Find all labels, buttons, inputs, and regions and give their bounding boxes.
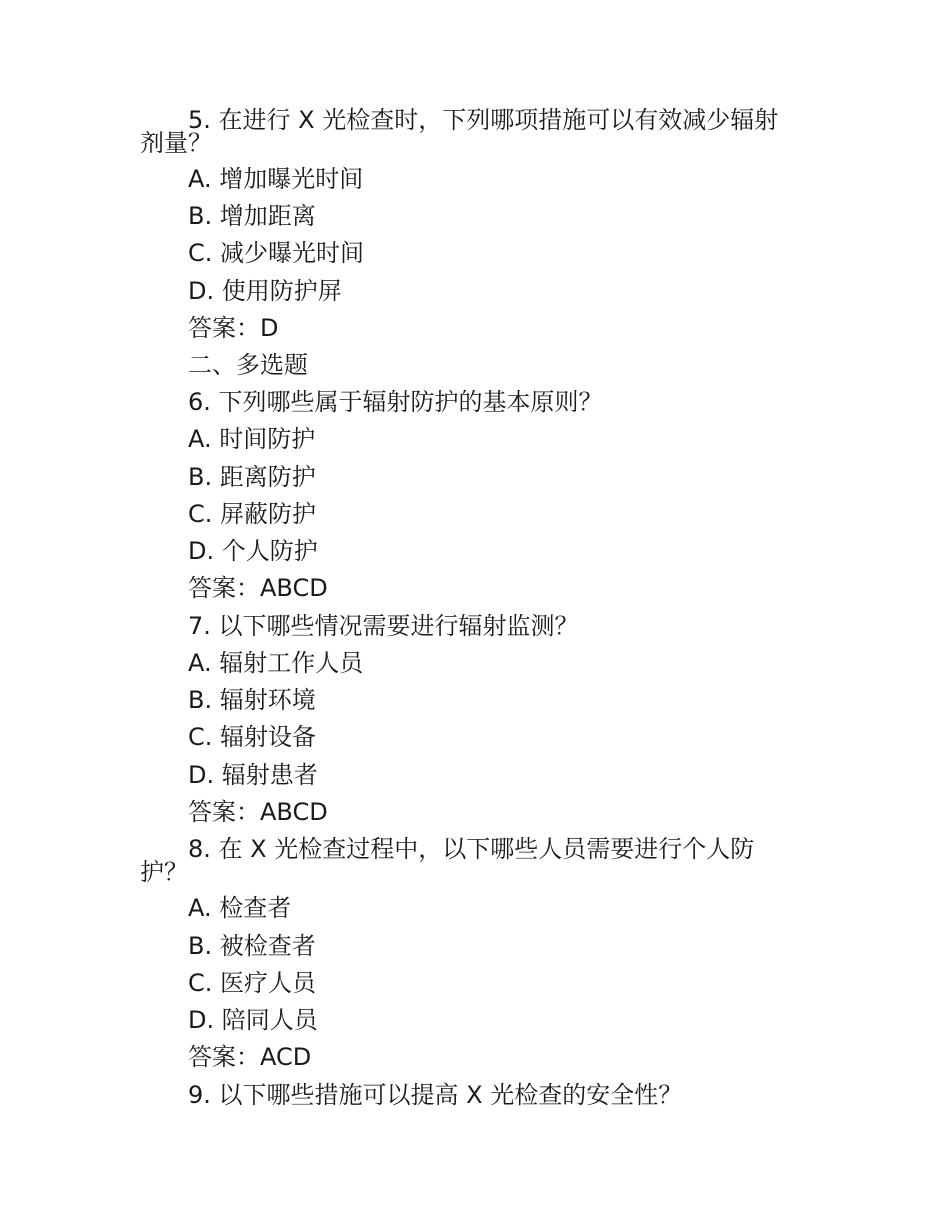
question-5-answer: 答案：D (188, 314, 279, 342)
question-6-option-a: A. 时间防护 (188, 425, 316, 453)
question-7-option-b: B. 辐射环境 (188, 686, 316, 714)
question-7-option-c: C. 辐射设备 (188, 723, 317, 751)
question-7-answer: 答案：ABCD (188, 798, 328, 826)
question-6-option-b: B. 距离防护 (188, 463, 316, 491)
question-8-answer: 答案：ACD (188, 1043, 312, 1071)
question-5-stem-line-2: 剂量？ (140, 129, 212, 157)
question-6-option-d: D. 个人防护 (188, 537, 318, 565)
question-8-stem-line-1: 8. 在 X 光检查过程中，以下哪些人员需要进行个人防 (188, 835, 755, 863)
question-8-option-d: D. 陪同人员 (188, 1006, 318, 1034)
question-8-option-b: B. 被检查者 (188, 932, 316, 960)
question-7-option-d: D. 辐射患者 (188, 761, 318, 789)
question-6-stem: 6. 下列哪些属于辐射防护的基本原则？ (188, 388, 603, 416)
question-6-option-c: C. 屏蔽防护 (188, 500, 317, 528)
question-9-stem: 9. 以下哪些措施可以提高 X 光检查的安全性？ (188, 1081, 683, 1109)
question-7-option-a: A. 辐射工作人员 (188, 649, 364, 677)
question-8-stem-line-2: 护？ (140, 858, 188, 886)
question-5-option-d: D. 使用防护屏 (188, 277, 342, 305)
question-5-option-c: C. 减少曝光时间 (188, 239, 365, 267)
question-5-option-b: B. 增加距离 (188, 202, 316, 230)
question-8-option-a: A. 检查者 (188, 894, 292, 922)
question-8-option-c: C. 医疗人员 (188, 969, 317, 997)
question-5-option-a: A. 增加曝光时间 (188, 165, 364, 193)
question-6-answer: 答案：ABCD (188, 574, 328, 602)
question-5-stem-line-1: 5. 在进行 X 光检查时，下列哪项措施可以有效减少辐射 (188, 106, 779, 134)
question-7-stem: 7. 以下哪些情况需要进行辐射监测？ (188, 612, 579, 640)
section-heading: 二、多选题 (188, 351, 308, 379)
